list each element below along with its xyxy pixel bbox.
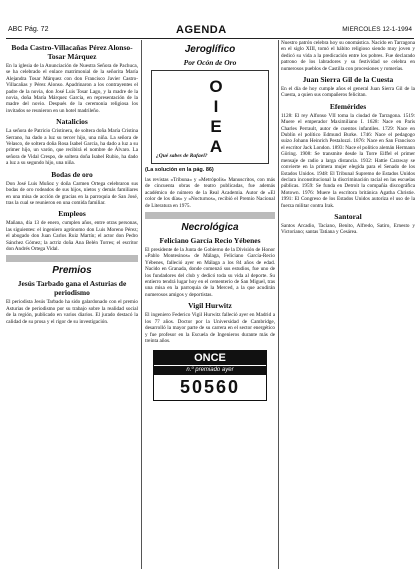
- article-body: Santos Arcadio, Taciano, Benito, Alfredo, Satiro, Ernesto y Victoriano; santas Tatiana y Cesárea.: [281, 222, 415, 236]
- column-right: [281, 40, 415, 569]
- article-body: las revistas «Tribuna» y «Metrópolis» Manuscritos, con más de cincuenta obras de teatro publicadas, fue además académico de número de la Real Academia. Autor de «El color de los días» y «Nocturnos», recibió el Premio Nacional de Literatura en 1975.: [145, 177, 275, 209]
- article-body: El periodista Jesús Tarbado ha sido galardonado con el premio Asturias de periodismo por su trabajo sobre la realidad social de la región, publicado en varios diarios. El jurado destacó la calidad de su prosa y el rigor de su investigación.: [6, 299, 138, 325]
- column-divider: [278, 40, 279, 569]
- article-body: Mañana, día 13 de enero, cumplen años, entre otras personas, las siguientes: el ingeniero agrónomo don Luis Moreno Pérez; el abogado don Juan Carlos Ruiz Martín; el actor don Pedro Sánchez Gómez; la actriz doña Ana Belén Torres; el escritor don Andrés Ortega Vidal.: [6, 220, 138, 252]
- article-body: Nuestro patrón celebra hoy su onomástica. Nacido en Tarragona en el siglo XIII, tomó el hábito religioso siendo muy joven y dedicó su vida a la predicación entre los pobres. Fue declarado patrono de los labradores y su festividad se celebra en numerosos pueblos de Castilla con procesiones y romerías.: [281, 40, 415, 72]
- article-body: El ingeniero Federico Vigil Hurwitz falleció ayer en Madrid a los 77 años. Doctor por la Universidad de Cambridge, desarrolló la mayor parte de su carrera en el sector energético y fue profesor en la Escuela de Ingenieros durante más de treinta años.: [145, 312, 275, 344]
- date: MIERCOLES 12-1-1994: [342, 26, 412, 33]
- puzzle-question: ¿Qué sabes de Rafael?: [156, 153, 208, 159]
- article-heading: Efemérides: [329, 101, 367, 111]
- article-body: El presidente de la Junta de Gobierno de la División de Honor «Pablo Montesinos» de Málaga, Feliciano García-Recio Yébenes, falleció ayer en Málaga a los 84 años de edad. Nacido en Granada, donde comenzó sus estudios, fue uno de los fundadores del club y dedicó toda su vida al deporte. Su entierro tendrá lugar hoy en el cementerio de San Miguel, tras una misa en la parroquia de la Merced, a la que acudirán numerosos amigos y deportistas.: [145, 247, 275, 298]
- article-heading: Boda Castro-Villacañas Pérez Alonso-Tosar Márquez: [11, 43, 133, 61]
- section-bar: [145, 212, 275, 219]
- page-number: ABC Pág. 72: [8, 26, 49, 33]
- article-body: 1128: El rey Alfonso VII toma la ciudad de Tarragona. 1519: Muere el emperador Maximiliano I. 1628: Nace en París Charles Perrault, autor de cuentos infantiles. 1729: Nace en Dublín el político Edmund Burke. 1746: Nace el pedagogo suizo Johann Heinrich Pestalozzi. 1876: Nace en San Francisco el escritor Jack London. 1893: Nace el político alemán Hermann Göring. 1908: Se transmite desde la Torre Eiffel el primer mensaje de radio a larga distancia. 1932: Hattie Caraway se convierte en la primera mujer elegida para el Senado de los Estados Unidos. 1948: El Tribunal Supremo de Estados Unidos declara inconstitucional la discriminación racial en las escuelas públicas. 1959: Se funda en Detroit la compañía discográfica Motown. 1976: Muere la escritora británica Agatha Christie. 1991: El Congreso de los Estados Unidos autoriza el uso de la fuerza militar contra Irak.: [281, 112, 415, 209]
- article-heading: Feliciano García Recio Yébenes: [159, 236, 261, 246]
- column-left: [6, 40, 138, 569]
- lottery-brand: ONCE: [154, 351, 266, 365]
- puzzle-letter: O: [209, 77, 223, 96]
- puzzle-letter: A: [209, 137, 223, 156]
- article-body: Don José Luis Muñoz y doña Carmen Ortega celebraron sus bodas de oro rodeados de sus hijos, nietos y demás familiares en una misa de acción de gracias en la parroquia de San José, tras la cual se reunieron en una comida familiar.: [6, 180, 138, 206]
- section-heading: Premios: [52, 265, 92, 277]
- section-heading: Jeroglífico: [184, 44, 236, 55]
- lottery-label: n.º premiado ayer: [154, 365, 266, 375]
- article-heading: Juan Sierra Gil de la Cuesta: [302, 75, 394, 85]
- column-divider: [141, 40, 142, 569]
- article-body: En la iglesia de la Anunciación de Nuestra Señora de Pachuca, se ha celebrado el enlace matrimonial de la señorita María Alejandra Tosar Márquez con don Francisco Javier Castro-Villacañas y Pérez Alonso. Apadrinaron a los contrayentes el padre de la novia, don José Luis Tosar Lago, y la madre de la novia, doña María Márquez García, en representación de la madre del novio. Después de la ceremonia religiosa los invitados se reunieron en un hotel madrileño.: [6, 63, 138, 114]
- lottery-box: [153, 350, 267, 401]
- article-heading: Bodas de oro: [51, 169, 93, 179]
- section-title: AGENDA: [176, 24, 227, 36]
- article-heading: Santoral: [334, 211, 362, 221]
- section-bar: [6, 255, 138, 262]
- article-heading: Jesús Tarbado gana el Asturias de periodismo: [17, 279, 127, 298]
- section-heading: Necrológica: [181, 222, 239, 234]
- puzzle-author: Por Ocón de Oro: [183, 58, 237, 67]
- article-heading: Natalicios: [56, 117, 88, 127]
- lottery-number: 50560: [179, 377, 241, 398]
- page-header: [6, 24, 414, 39]
- puzzle-letter: E: [210, 117, 222, 136]
- puzzle-letter: I: [213, 97, 219, 116]
- article-body: En el día de hoy cumple años el general Juan Sierra Gil de la Cuesta, a quien sus compañeros felicitan.: [281, 86, 415, 99]
- article-heading: Vigil Hurwitz: [188, 301, 232, 311]
- puzzle-box: [151, 70, 269, 164]
- article-body: La señora de Patricio Cristinera, de soltera doña María Cristina Serrano, ha dado a luz su tercer hijo, una niña. La señora de Velasco, de soltera doña Rosa Isabel García, ha dado a luz a su primer hijo, un varón, que recibirá el nombre de Álvaro. La señora de Vidal Crespo, de soltera doña Isabel Rubio, ha dado a luz a su segundo hijo, una niña.: [6, 128, 138, 167]
- puzzle-letters: [196, 77, 236, 157]
- article-heading: Empleos: [58, 209, 86, 219]
- column-center: [145, 40, 275, 569]
- puzzle-caption: (La solución en la pág. 86): [145, 167, 214, 173]
